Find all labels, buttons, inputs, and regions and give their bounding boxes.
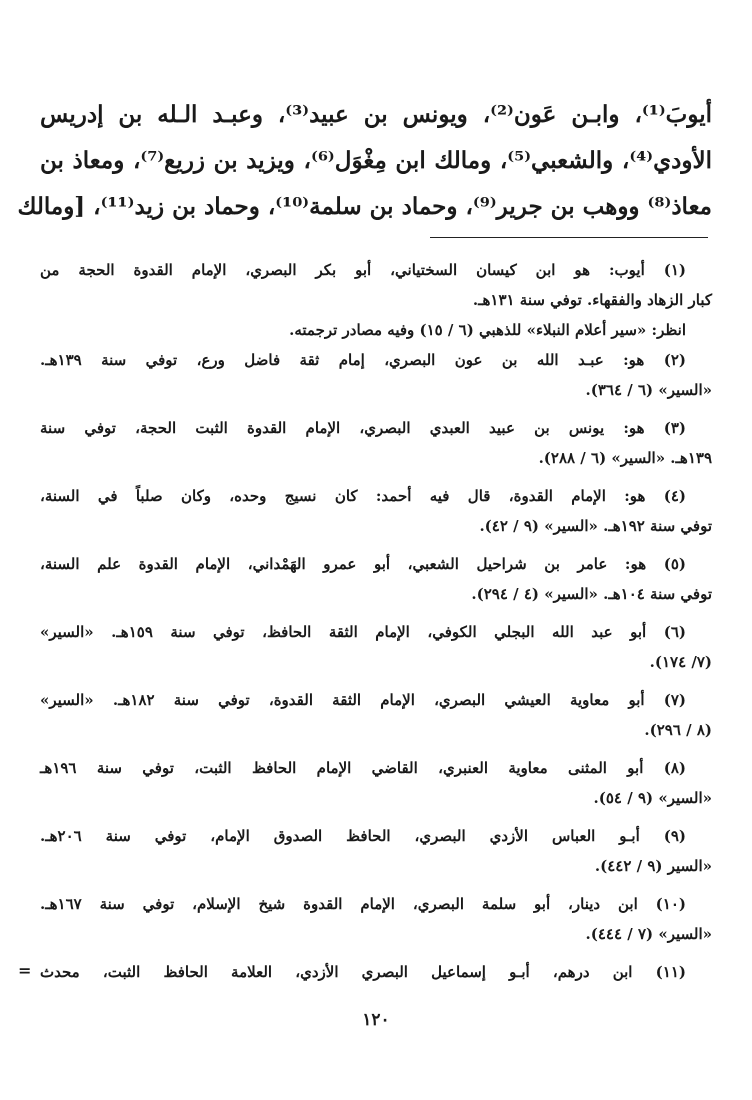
footnote-line: (١١) ابن درهم، أبـو إسماعيل البصري الأزدي، العلامة الحافظ الثبت، محدث bbox=[40, 963, 686, 981]
footnote-line: كبار الزهاد والفقهاء. توفي سنة ١٣١هـ. bbox=[472, 291, 712, 309]
footnote-line: (٤) هو: الإمام القدوة، قال فيه أحمد: كان نسيج وحده، وكان صلباً في السنة، bbox=[40, 487, 686, 505]
footnote-line: (٢) هو: عبـد الله بن عون البصري، إمام ثقة فاضل ورع، توفي سنة ١٣٩هـ. bbox=[40, 351, 686, 369]
continuation-mark: = bbox=[18, 961, 32, 980]
footnote-line: «السير» (٦ / ٣٦٤). bbox=[585, 381, 712, 399]
footnotes bbox=[40, 255, 712, 987]
footnote-line: (٦) أبو عبد الله البجلي الكوفي، الإمام الثقة الحافظ، توفي سنة ١٥٩هـ. «السير» bbox=[40, 623, 686, 641]
footnote-line: انظر: «سير أعلام النبلاء» للذهبي (٦ / ١٥) وفيه مصادر ترجمته. bbox=[289, 321, 686, 339]
main-text-line: أيوبَ⁽¹⁾، وابـن عَون⁽²⁾، ويونس بن عبيد⁽³⁾، وعبـد الـله بن إدريس bbox=[40, 101, 713, 128]
footnote-line: توفي سنة ١٠٤هـ. «السير» (٤ / ٢٩٤). bbox=[471, 585, 712, 603]
footnote-line: (٧) أبو معاوية العيشي البصري، الإمام الثقة القدوة، توفي سنة ١٨٢هـ. «السير» bbox=[40, 691, 686, 709]
footnote-divider bbox=[430, 237, 708, 238]
footnote-line: (١٠) ابن دينار، أبو سلمة البصري، الإمام القدوة شيخ الإسلام، توفي سنة ١٦٧هـ. bbox=[40, 895, 686, 913]
page-number: ١٢٠ bbox=[362, 1010, 390, 1030]
main-text-line: الأودي⁽⁴⁾، والشعبي⁽⁵⁾، ومالك ابن مِغْوَل⁽⁶⁾، ويزيد بن زريع⁽⁷⁾، ومعاذ بن bbox=[40, 147, 712, 174]
footnote-line: (٨ / ٢٩٦). bbox=[644, 721, 712, 739]
footnote-line: (١) أيوب: هو ابن كيسان السختياني، أبو بكر البصري، الإمام القدوة الحجة من bbox=[40, 261, 686, 279]
footnote-line: (٧/ ١٧٤). bbox=[649, 653, 712, 671]
footnote-line: «السير» (٩ / ٥٤). bbox=[593, 789, 712, 807]
footnote-line: ١٣٩هـ. «السير» (٦ / ٢٨٨). bbox=[538, 449, 712, 467]
footnote-line: توفي سنة ١٩٢هـ. «السير» (٩ / ٤٢). bbox=[479, 517, 712, 535]
footnote-line: «السير (٩ / ٤٤٢). bbox=[594, 857, 712, 875]
footnote-line: (٣) هو: يونس بن عبيد العبدي البصري، الإمام القدوة الثبت الحجة، توفي سنة bbox=[40, 419, 686, 437]
footnote-line: «السير» (٧ / ٤٤٤). bbox=[585, 925, 712, 943]
main-text-line: معاذ⁽⁸⁾ ووهب بن جرير⁽⁹⁾، وحماد بن سلمة⁽¹⁰⁾، وحماد بن زيد⁽¹¹⁾، [ومالك bbox=[17, 193, 712, 220]
footnote-line: (٨) أبو المثنى معاوية العنبري، القاضي الإمام الحافظ الثبت، توفي سنة ١٩٦هـ bbox=[40, 759, 686, 777]
footnote-line: (٥) هو: عامر بن شراحيل الشعبي، أبو عمرو الهَمْداني، الإمام القدوة علم السنة، bbox=[40, 555, 686, 573]
footnote-line: (٩) أبـو العباس الأزدي البصري، الحافظ الصدوق الإمام، توفي سنة ٢٠٦هـ. bbox=[40, 827, 686, 845]
main-text bbox=[17, 92, 713, 230]
